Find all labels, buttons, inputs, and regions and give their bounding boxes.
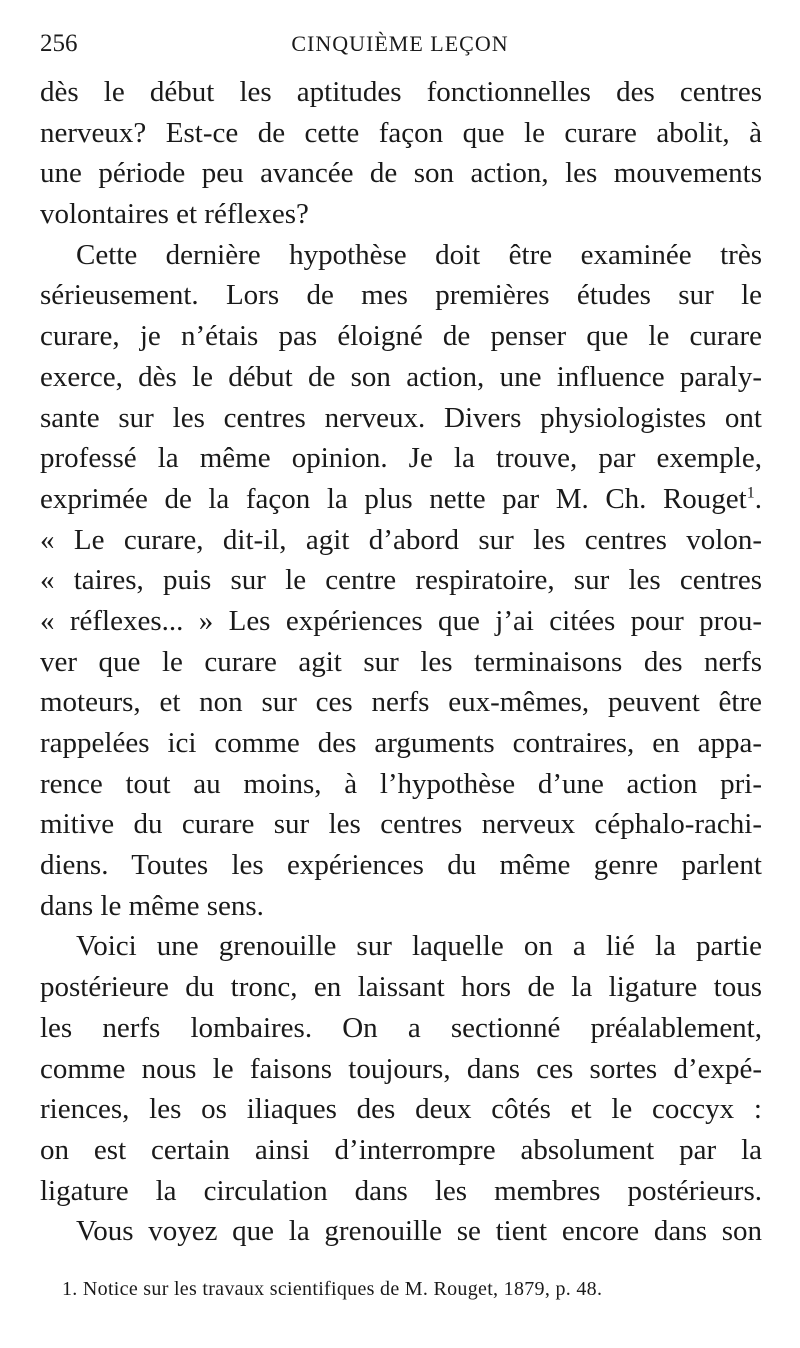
text-line: dès le début les aptitudes fonctionnelles des centres xyxy=(40,76,762,108)
text-line: postérieure du tronc, en laissant hors de la ligature tous xyxy=(40,971,762,1004)
text-line: Vous voyez que la grenouille se tient encore dans son xyxy=(76,1215,762,1248)
text-line: les nerfs lombaires. On a sectionné préalablement, xyxy=(40,1011,762,1044)
text-line: Voici une grenouille sur laquelle on a lié la partie xyxy=(76,930,762,963)
text-line: dans le même sens. xyxy=(40,889,264,922)
text-line: ver que le curare agit sur les terminaisons des nerfs xyxy=(40,645,762,678)
footnote: 1. Notice sur les travaux scientifiques de M. Rouget, 1879, p. 48. xyxy=(62,1278,603,1300)
text-line: rappelées ici comme des arguments contraires, en appa- xyxy=(40,727,762,759)
text-line: mitive du curare sur les centres nerveux céphalo-rachi- xyxy=(40,808,762,841)
text-line: riences, les os iliaques des deux côtés et le coccyx : xyxy=(40,1093,762,1126)
text-line: comme nous le faisons toujours, dans ces sortes d’expé- xyxy=(40,1052,762,1085)
text-line: exerce, dès le début de son action, une influence paraly- xyxy=(40,360,762,393)
text-line: nerveux? Est-ce de cette façon que le curare abolit, à xyxy=(40,116,762,149)
text-line: curare, je n’étais pas éloigné de penser que le curare xyxy=(40,320,762,353)
text-line: moteurs, et non sur ces nerfs eux-mêmes, peuvent être xyxy=(40,686,762,719)
text-line: Cette dernière hypothèse doit être examinée très xyxy=(76,238,762,271)
footnote-marker: 1 xyxy=(746,484,755,502)
text-line: sante sur les centres nerveux. Divers physiologistes ont xyxy=(40,401,762,434)
text-line: volontaires et réflexes? xyxy=(40,198,309,231)
page-number: 256 xyxy=(40,30,78,57)
text-line: on est certain ainsi d’interrompre absolument par la xyxy=(40,1133,762,1166)
text-line: ligature la circulation dans les membres postérieurs. xyxy=(40,1174,762,1207)
text-line: une période peu avancée de son action, les mouvements xyxy=(40,157,762,190)
text-line-with-footnote: exprimée de la façon la plus nette par M. Ch. Rouget$^1$. xyxy=(40,482,762,515)
text-line: exprimée de la façon la plus nette par M. Ch. Rouget xyxy=(40,482,747,515)
text-line: diens. Toutes les expériences du même genre parlent xyxy=(40,849,762,882)
text-line: professé la même opinion. Je la trouve, par exemple, xyxy=(40,442,762,475)
text-line: « réflexes... » Les expériences que j’ai citées pour prou- xyxy=(40,604,762,637)
running-title: CINQUIÈME LEÇON xyxy=(291,31,509,56)
text-line: rence tout au moins, à l’hypothèse d’une action pri- xyxy=(40,767,762,800)
text-line: « taires, puis sur le centre respiratoire, sur les centres xyxy=(40,564,762,597)
text-line: sérieusement. Lors de mes premières études sur le xyxy=(40,279,762,312)
text-line: « Le curare, dit-il, agit d’abord sur les centres volon- xyxy=(40,523,762,556)
body-text xyxy=(40,72,762,1252)
page-header xyxy=(40,30,760,64)
